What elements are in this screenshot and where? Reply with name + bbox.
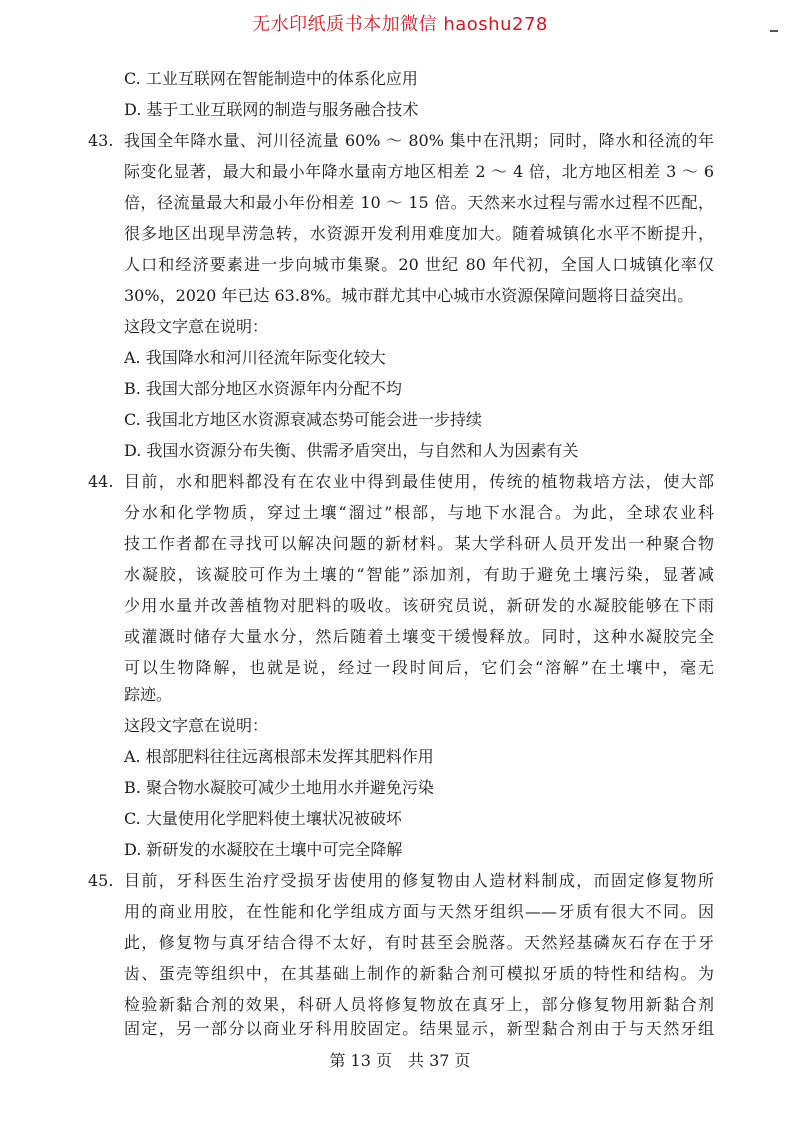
q44-option-d: D. 新研发的水凝胶在土壤中可完全降解 bbox=[124, 840, 403, 859]
q45-text-line: 齿、蛋壳等组织中，在其基础上制作的新黏合剂可模拟牙质的特性和结构。为 bbox=[124, 964, 714, 983]
q45-text-line: 目前，牙科医生治疗受损牙齿使用的修复物由人造材料制成，而固定修复物所 bbox=[124, 871, 714, 890]
prev-option-c: C. 工业互联网在智能制造中的体系化应用 bbox=[124, 69, 418, 88]
q45-text-line: 用的商业用胶，在性能和化学组成方面与天然牙组织——牙质有很大不同。因 bbox=[124, 902, 714, 921]
q44-text-line: 目前，水和肥料都没有在农业中得到最佳使用，传统的植物栽培方法，使大部 bbox=[124, 472, 714, 491]
question-number: 43. bbox=[88, 131, 114, 150]
q45-text-line: 固定，另一部分以商业牙科用胶固定。结果显示，新型黏合剂由于与天然牙组 bbox=[124, 1019, 714, 1038]
q44-text-line: 踪迹。 bbox=[124, 685, 173, 704]
q43-prompt: 这段文字意在说明： bbox=[124, 317, 269, 336]
q43-text-line: 际变化显著，最大和最小年降水量南方地区相差 2 ～ 4 倍，北方地区相差 3 ～ 6 bbox=[124, 162, 714, 181]
corner-mark bbox=[770, 30, 778, 32]
q45-text-line: 此，修复物与真牙结合得不太好，有时甚至会脱落。天然羟基磷灰石存在于牙 bbox=[124, 933, 714, 952]
watermark-text: 无水印纸质书本加微信 haoshu278 bbox=[252, 14, 548, 35]
q43-option-b: B. 我国大部分地区水资源年内分配不均 bbox=[124, 379, 402, 398]
q44-text-line: 或灌溉时储存大量水分，然后随着土壤变干缓慢释放。同时，这种水凝胶完全 bbox=[124, 627, 714, 646]
q43-option-d: D. 我国水资源分布失衡、供需矛盾突出，与自然和人为因素有关 bbox=[124, 441, 579, 460]
q44-text-line: 分水和化学物质，穿过土壤“溜过”根部，与地下水混合。为此，全球农业科 bbox=[124, 503, 714, 522]
q43-option-a: A. 我国降水和河川径流年际变化较大 bbox=[124, 348, 386, 367]
q44-option-c: C. 大量使用化学肥料使土壤状况被破坏 bbox=[124, 809, 402, 828]
q43-text-line: 30%，2020 年已达 63.8%。城市群尤其中心城市水资源保障问题将日益突出。 bbox=[124, 286, 694, 305]
q45-text-line: 检验新黏合剂的效果，科研人员将修复物放在真牙上，部分修复物用新黏合剂 bbox=[124, 995, 714, 1014]
question-number: 44. bbox=[88, 472, 114, 491]
page-number: 第 13 页 共 37 页 bbox=[329, 1051, 471, 1070]
q44-option-a: A. 根部肥料往往远离根部未发挥其肥料作用 bbox=[124, 747, 434, 766]
q43-text-line: 人口和经济要素进一步向城市集聚。20 世纪 80 年代初，全国人口城镇化率仅 bbox=[124, 255, 714, 274]
q44-prompt: 这段文字意在说明： bbox=[124, 716, 269, 735]
q44-text-line: 少用水量并改善植物对肥料的吸收。该研究员说，新研发的水凝胶能够在下雨 bbox=[124, 596, 714, 615]
q44-option-b: B. 聚合物水凝胶可减少土地用水并避免污染 bbox=[124, 778, 434, 797]
question-number: 45. bbox=[88, 871, 114, 890]
q43-option-c: C. 我国北方地区水资源衰减态势可能会进一步持续 bbox=[124, 410, 482, 429]
prev-option-d: D. 基于工业互联网的制造与服务融合技术 bbox=[124, 100, 419, 119]
q44-text-line: 可以生物降解，也就是说，经过一段时间后，它们会“溶解”在土壤中，毫无 bbox=[124, 658, 714, 677]
q43-text-line: 倍，径流量最大和最小年份相差 10 ～ 15 倍。天然来水过程与需水过程不匹配， bbox=[124, 193, 714, 212]
q44-text-line: 水凝胶，该凝胶可作为土壤的“智能”添加剂，有助于避免土壤污染，显著减 bbox=[124, 565, 714, 584]
q43-text-line: 很多地区出现旱涝急转，水资源开发利用难度加大。随着城镇化水平不断提升， bbox=[124, 224, 714, 243]
q44-text-line: 技工作者都在寻找可以解决问题的新材料。某大学科研人员开发出一种聚合物 bbox=[124, 534, 714, 553]
q43-text-line: 我国全年降水量、河川径流量 60% ～ 80% 集中在汛期；同时，降水和径流的年 bbox=[124, 131, 714, 150]
